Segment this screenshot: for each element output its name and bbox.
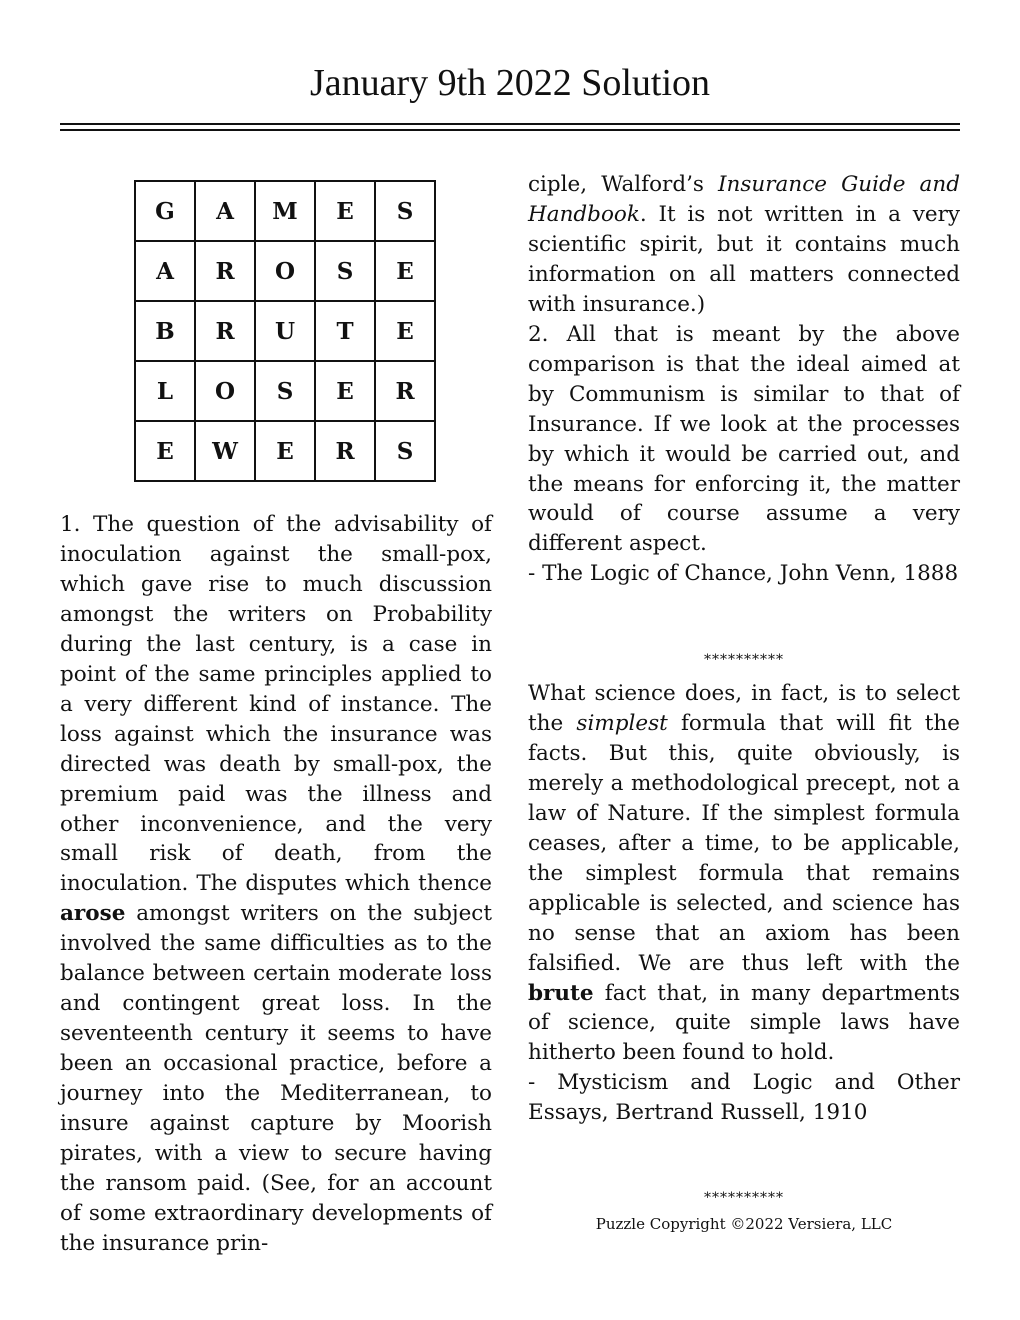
right-column-bottom [528,679,960,1128]
grid-cell: M [255,181,315,241]
grid-cell: A [195,181,255,241]
title-rule-bottom [60,129,960,131]
passage-venn-italic-title: Insurance Guide and Handbook [528,172,960,227]
right-column-top [528,170,960,589]
title-rule-top [60,123,960,125]
grid-cell: E [315,361,375,421]
grid-cell: E [135,421,195,481]
passage-russell-bold-word: brute [528,980,594,1006]
grid-cell: E [375,241,435,301]
grid-row [135,301,435,361]
grid-row [135,181,435,241]
passage-russell [528,679,960,1068]
copyright-notice: Puzzle Copyright ©2022 Versiera, LLC [595,1215,893,1233]
grid-cell: E [255,421,315,481]
grid-cell: S [375,421,435,481]
grid-cell: O [195,361,255,421]
passage-venn-text-1: 1. The question of the advisability of inoculation against the small-pox, which gave rise to much discussion amongst the writers on Probability during the last century, is a case in point of the same principles applied to a very different kind of instance. The loss against which the insurance was directed was death by small-pox, the premium paid was the illness and other inconvenience, and the very small risk of death, from the inoculation. The disputes which thence [60,512,492,897]
passage-venn-text-2: amongst writers on the subject involved the same difficulties as to the balance between certain moderate loss and contingent great loss. In the seventeenth century it seems to have been an occasional practice, before a journey into the Mediterranean, to insure against capture by Moorish pirates, with a view to secure having the ransom paid. (See, for an account of some extraordinary developments of the insurance prin- [60,901,492,1256]
passage-venn-part-1 [60,510,492,1259]
grid-cell: T [315,301,375,361]
grid-cell: E [315,181,375,241]
grid-cell: S [255,361,315,421]
grid-cell: S [375,181,435,241]
grid-cell: R [375,361,435,421]
grid-cell: R [195,301,255,361]
grid-cell: W [195,421,255,481]
page-title: January 9th 2022 Solution [309,62,711,104]
passage-russell-text-2: formula that will fit the facts. But this, quite obviously, is merely a methodological precept, not a law of Nature. If the simplest formula ceases, after a time, to be applicable, the simplest formula that remains applicable is selected, and science has no sense that an axiom has been falsified. We are thus left with the [528,710,960,976]
grid-cell: G [135,181,195,241]
attribution-russell: - Mysticism and Logic and Other Essays, Bertrand Russell, 1910 [528,1070,960,1126]
attribution-venn: - The Logic of Chance, John Venn, 1888 [528,561,959,587]
grid-cell: R [315,421,375,481]
separator-stars: ********** [704,652,784,668]
grid-row [135,421,435,481]
left-column [60,510,492,1259]
passage-russell-italic: simplest [576,710,668,736]
grid-cell: S [315,241,375,301]
grid-cell: E [375,301,435,361]
passage-venn-bold-word: arose [60,901,126,927]
grid-cell: R [195,241,255,301]
passage-venn-part-2 [528,170,960,320]
word-square-grid [134,180,436,482]
grid-row [135,361,435,421]
passage-russell-text-3: fact that, in many departments of science, quite simple laws have hitherto been found to hold. [528,980,960,1066]
passage-venn-text-4: . It is not written in a very scientific spirit, but it contains much information on all matters connected with insurance.) [528,201,960,317]
passage-venn-text-3: ciple, Walford’s [528,172,719,197]
grid-cell: B [135,301,195,361]
passage-russell-text-1: What science does, in fact, is to select the [528,681,960,736]
grid-cell: O [255,241,315,301]
grid-row [135,241,435,301]
grid-cell: U [255,301,315,361]
passage-venn-point-2: 2. All that is meant by the above comparison is that the ideal aimed at by Communism is similar to that of Insurance. If we look at the processes by which it would be carried out, and the means for enforcing it, the matter would of course assume a very different aspect. [528,321,960,557]
separator-stars-2: ********** [704,1190,784,1206]
grid-cell: A [135,241,195,301]
grid-cell: L [135,361,195,421]
